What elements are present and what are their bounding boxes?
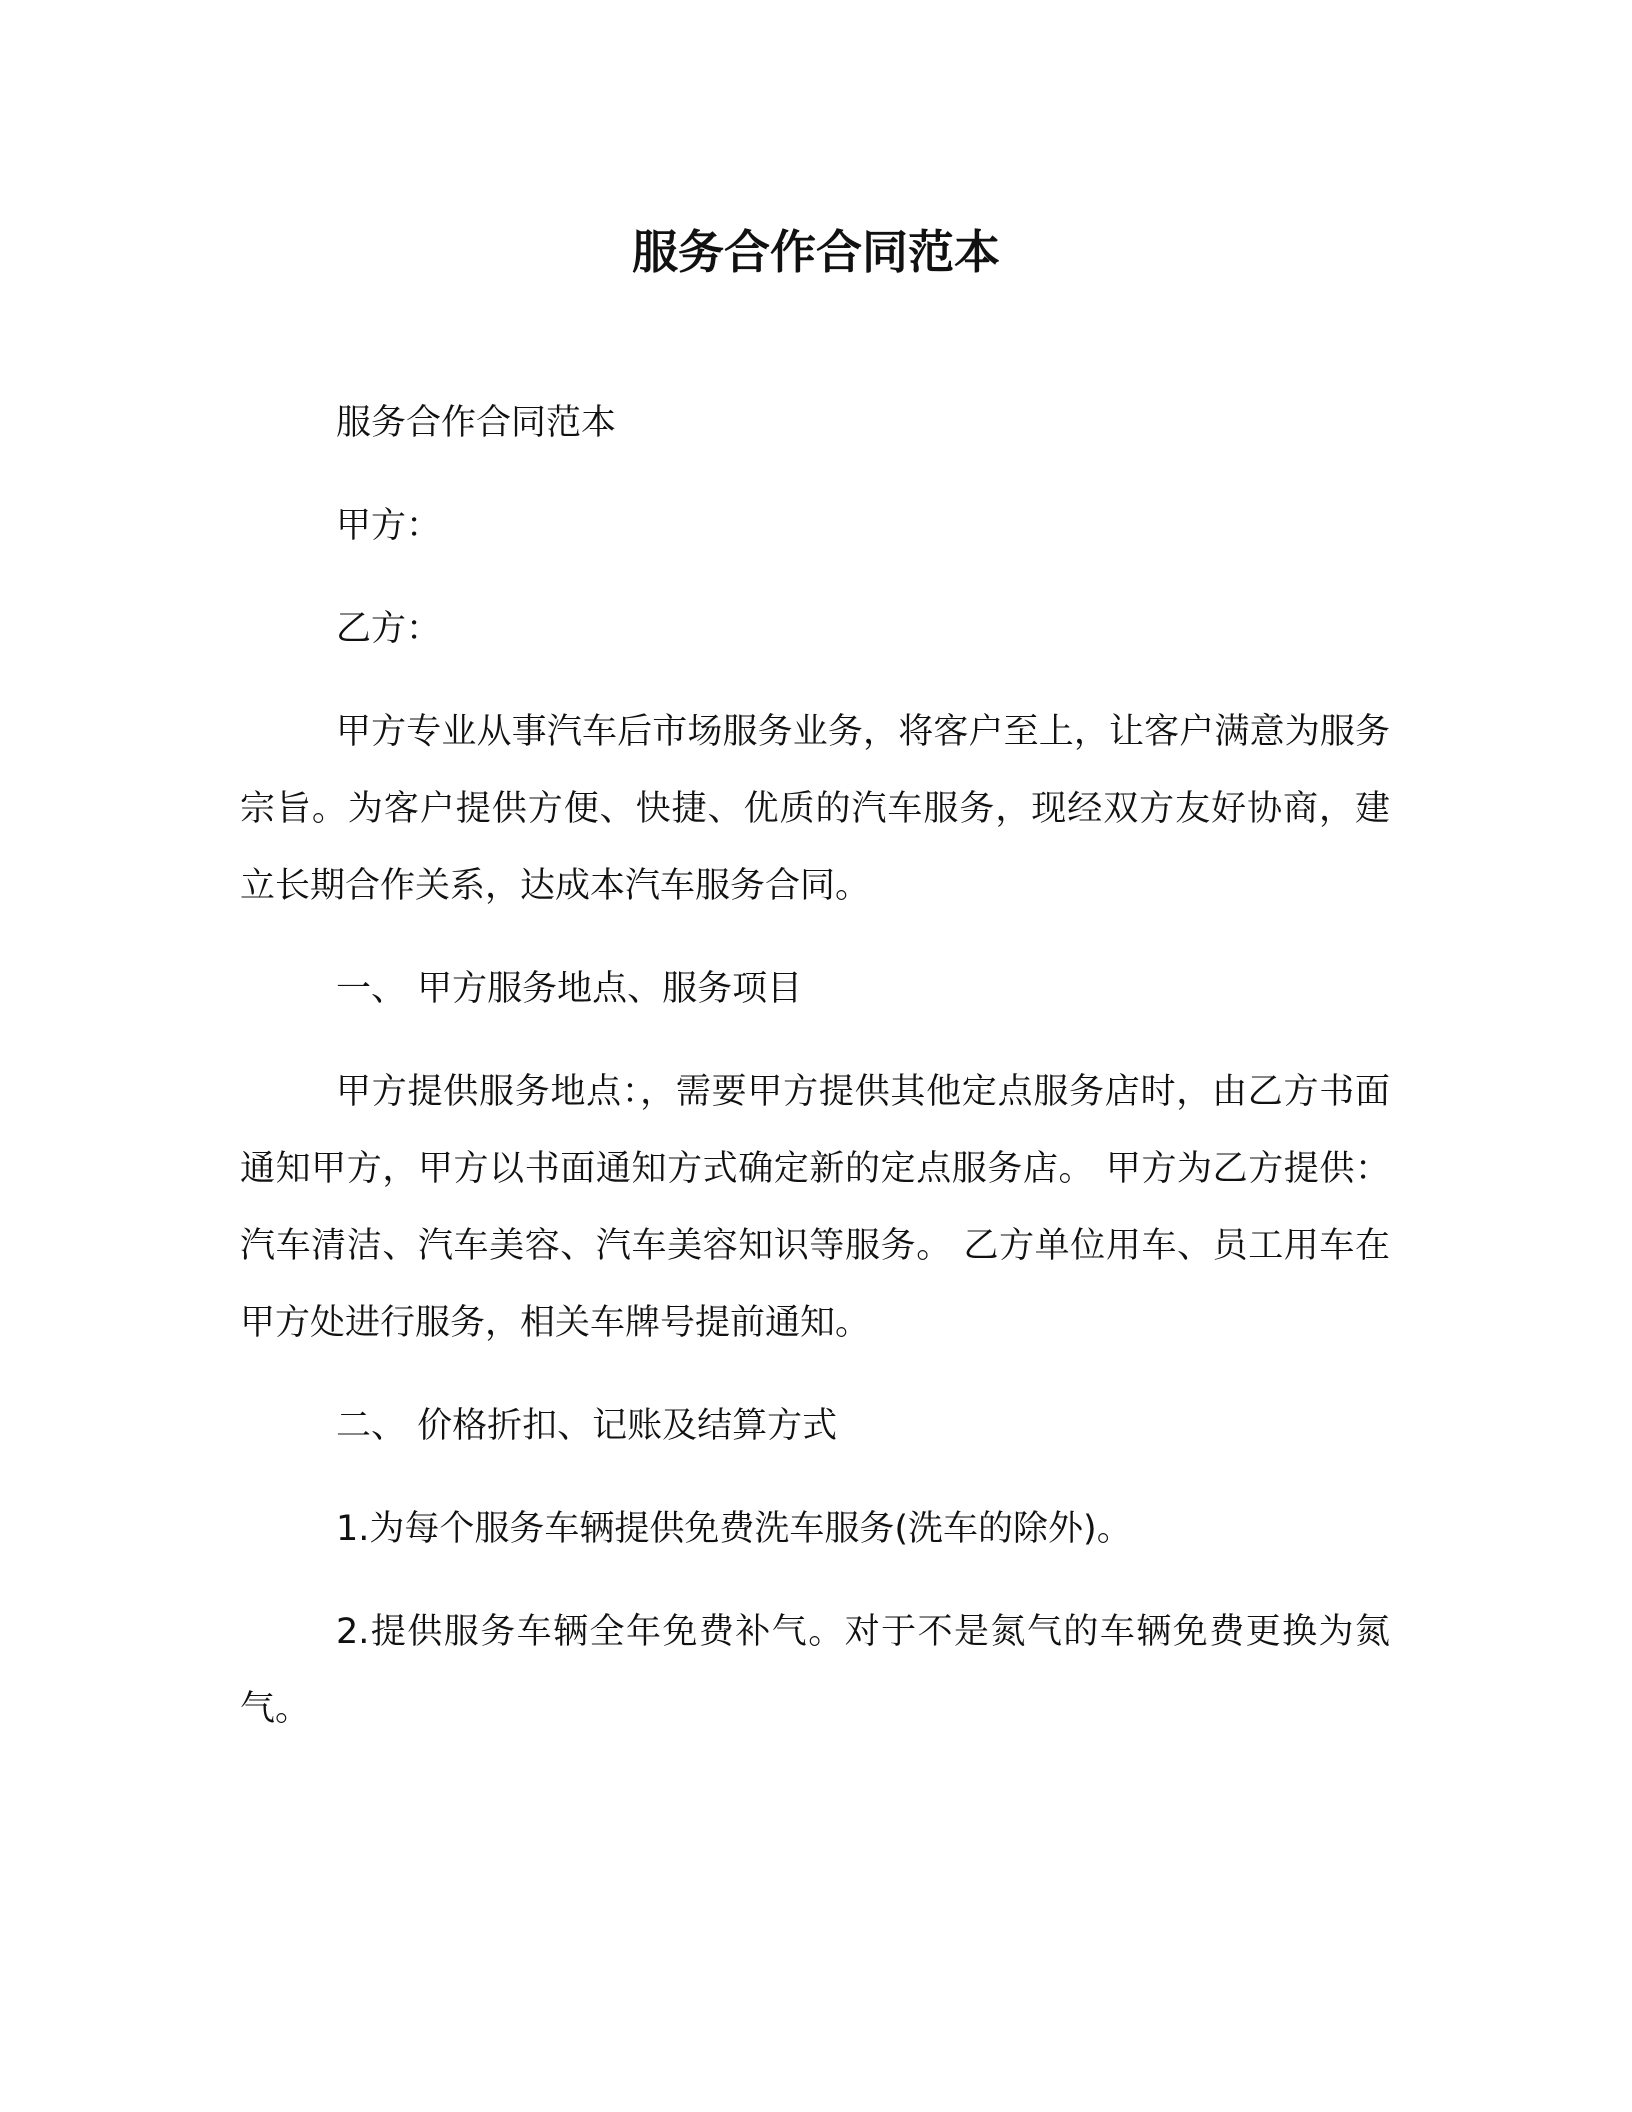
document-body xyxy=(240,385,1390,1774)
section-heading-1: 一、 甲方服务地点、服务项目 xyxy=(336,969,803,1009)
paragraph-party-b: 乙方： xyxy=(336,609,442,649)
paragraph-item-2: 2.提供服务车辆全年免费补气。对于不是氮气的车辆免费更换为氮气。 xyxy=(240,1612,1390,1729)
paragraph-service-location: 甲方提供服务地点：，需要甲方提供其他定点服务店时，由乙方书面通知甲方，甲方以书面通知方式确定新的定点服务店。 甲方为乙方提供：汽车清洁、汽车美容、汽车美容知识等服务。 乙方单位用车、员工用车在甲方处进行服务，相关车牌号提前通知。 xyxy=(240,1072,1390,1343)
section-heading-2: 二、 价格折扣、记账及结算方式 xyxy=(336,1406,838,1446)
paragraph-intro: 甲方专业从事汽车后市场服务业务，将客户至上，让客户满意为服务宗旨。为客户提供方便、快捷、优质的汽车服务，现经双方友好协商，建立长期合作关系，达成本汽车服务合同。 xyxy=(240,712,1390,906)
paragraph-party-a: 甲方： xyxy=(336,506,442,546)
paragraph-subtitle: 服务合作合同范本 xyxy=(336,403,617,443)
paragraph-item-1: 1.为每个服务车辆提供免费洗车服务(洗车的除外)。 xyxy=(336,1509,1132,1549)
document-title: 服务合作合同范本 xyxy=(632,225,1000,279)
